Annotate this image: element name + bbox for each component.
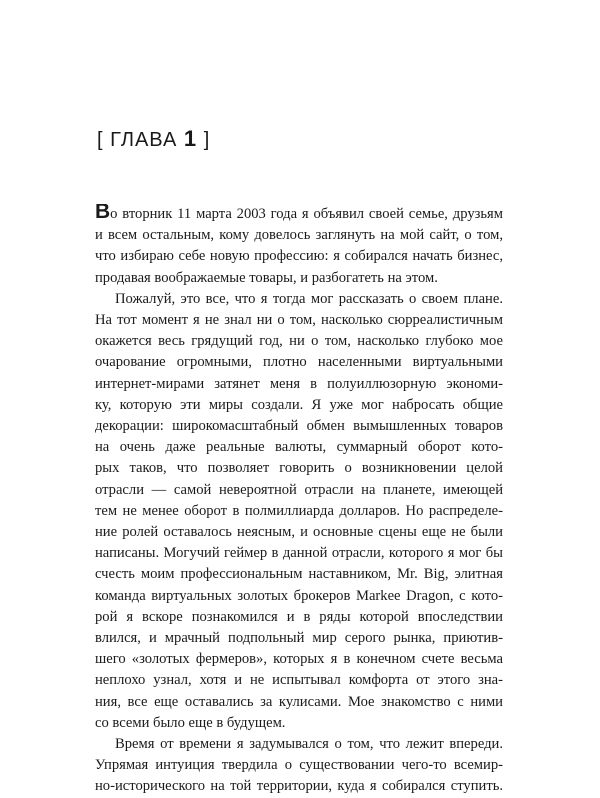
text-line: рых таков, что позволяет говорить о возникновении целой — [95, 460, 503, 477]
text-line: очарование огромными, плотно населенными виртуальными — [95, 354, 503, 371]
text-line: Время от времени я задумывался о том, что лежит впереди. — [115, 736, 503, 753]
chapter-heading — [97, 126, 210, 152]
text-line: написаны. Могучий геймер в данной отрасли, которого я мог бы — [95, 545, 503, 562]
text-line: но-исторического на той территории, куда я собирался ступить. — [95, 778, 503, 795]
text-line: окажется весь грядущий год, ни о том, насколько глубоко мое — [95, 333, 503, 350]
text-line: на очень даже реальные валюты, суммарный оборот кото- — [95, 439, 503, 456]
paragraph-1 — [95, 204, 503, 289]
text-line: интернет-мирами затянет меня в полуиллюзорную экономи- — [95, 375, 503, 392]
chapter-label: ГЛАВА — [110, 129, 178, 151]
text-line: ния, все еще оставались за кулисами. Мое знакомство с ними — [95, 693, 503, 710]
text-line: и всем остальным, кому довелось заглянуть на мой сайт, о том, — [95, 227, 503, 244]
text-line: Упрямая интуиция твердила о существовании чего-то всемир- — [95, 757, 503, 774]
text-line: продавая воображаемые товары, и разбогатеть на этом. — [95, 269, 438, 286]
text-line: шего «золотых фермеров», которых я в конечном счете весьма — [95, 651, 503, 668]
text-line: декорации: широкомасштабный обмен вымышленных товаров — [95, 418, 503, 435]
chapter-open-bracket: [ — [97, 129, 104, 151]
text-line: счесть моим профессиональным наставником, Mr. Big, элитная — [95, 566, 503, 583]
chapter-close-bracket: ] — [203, 129, 211, 151]
text-line: На тот момент я не знал ни о том, насколько сюрреалистичным — [95, 312, 503, 329]
text-line: Пожалуй, это все, что я тогда мог рассказать о своем плане. — [115, 290, 503, 307]
text-line: что избираю себе новую профессию: я собирался начать бизнес, — [95, 248, 503, 265]
paragraph-2 — [95, 289, 503, 734]
text-line: влился, и мрачный подпольный мир серого рынка, приютив- — [95, 630, 503, 647]
text-line: Во вторник 11 марта 2003 года я объявил своей семье, друзьям — [95, 204, 503, 225]
text-line: тем не менее оборот в полмиллиарда долларов. Но распределе- — [95, 502, 503, 519]
paragraph-3 — [95, 734, 503, 798]
text-line: ние ролей оставалось неясным, и основные сцены еще не были — [95, 524, 503, 541]
chapter-number: 1 — [183, 126, 198, 151]
text-line: команда виртуальных золотых брокеров Markee Dragon, с кото- — [95, 587, 503, 604]
chapter-body — [95, 204, 503, 798]
text-line: отрасли — самой невероятной отрасли на планете, имеющей — [95, 481, 503, 498]
text-line: рой я вскоре познакомился и в ряды которой впоследствии — [95, 608, 503, 625]
text-line: ку, которую эти миры создали. Я уже мог набросать общие — [95, 396, 503, 413]
text-line: неплохо узнал, хотя и не испытывал комфорта от этого зна- — [95, 672, 503, 689]
text-line: со всеми было еще в будущем. — [95, 714, 286, 731]
drop-cap: В — [95, 204, 111, 223]
